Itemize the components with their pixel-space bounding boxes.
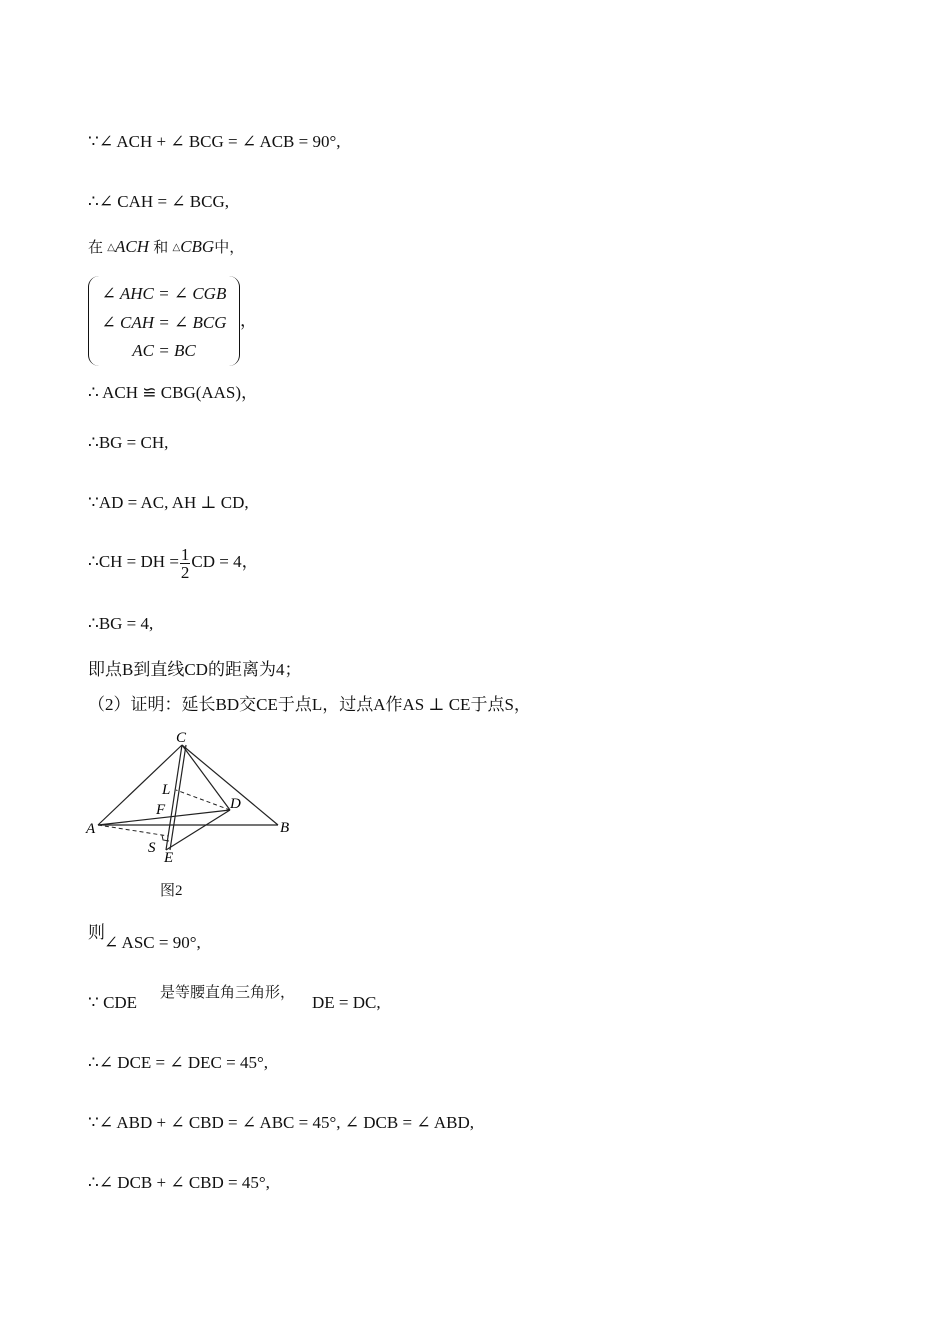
ch-dh-suffix: CD = 4，	[191, 552, 259, 571]
label-c: C	[176, 730, 187, 746]
ch-dh-prefix: ∴CH = DH =	[88, 552, 179, 571]
label-b: B	[280, 820, 290, 836]
step-in-triangles	[88, 236, 244, 259]
system-row-2: ∠ CAH = ∠ BCG	[101, 313, 227, 332]
label-d: D	[230, 796, 241, 812]
isosceles-prefix: ∵ CDE	[88, 993, 138, 1012]
geometry-figure	[80, 728, 300, 868]
step-congruent: ∴ ACH ≌ CBG(AAS)，	[88, 383, 259, 402]
label-a: A	[86, 821, 96, 837]
tri-name-ach: ACH	[114, 237, 149, 256]
triangle-icon: △	[107, 242, 115, 253]
segment-cb	[182, 745, 278, 825]
step-isosceles-right	[88, 992, 137, 1014]
step-angle-sum: ∵∠ ACH + ∠ BCG = ∠ ACB = 90°,	[88, 132, 341, 151]
fraction-denominator: 2	[180, 562, 190, 582]
label-e: E	[164, 850, 174, 866]
text-zai: 在	[88, 240, 104, 256]
equation-system	[88, 276, 240, 366]
text-zhong: 中，	[214, 240, 245, 256]
step-angle-equal: ∴∠ CAH = ∠ BCG,	[88, 192, 229, 211]
conclusion-distance: 即点B到直线CD的距离为4；	[88, 660, 302, 679]
segment-as-dashed	[98, 825, 168, 836]
triangle-icon: △	[172, 242, 181, 253]
segment-cf	[170, 745, 186, 850]
step-asc-90: ∠ ASC = 90°,	[104, 933, 201, 952]
system-row-1: ∠ AHC = ∠ CGB	[101, 284, 227, 303]
part-2-proof-intro: （2）证明：延长BD交CE于点L，过点A作AS ⊥ CE于点S，	[88, 695, 531, 714]
fraction-half	[180, 546, 191, 581]
step-ch-dh	[88, 544, 259, 581]
label-f: F	[156, 802, 166, 818]
step-bg-ch: ∴BG = CH,	[88, 433, 169, 452]
step-dce-dec: ∴∠ DCE = ∠ DEC = 45°,	[88, 1053, 269, 1072]
label-l: L	[162, 782, 171, 798]
tri-name-cbg: CBG	[180, 237, 215, 256]
step-dcb-cbd: ∴∠ DCB + ∠ CBD = 45°,	[88, 1173, 270, 1192]
step-abd-cbd: ∵∠ ABD + ∠ CBD = ∠ ABC = 45°, ∠ DCB = ∠ ABD,	[88, 1113, 475, 1132]
segment-cd	[182, 745, 230, 810]
fraction-numerator: 1	[180, 544, 190, 564]
step-bg-4: ∴BG = 4,	[88, 614, 154, 633]
system-row-3: AC = BC	[132, 341, 196, 360]
step-ad-ac: ∵AD = AC, AH ⊥ CD,	[88, 493, 249, 512]
figure-caption: 图2	[160, 883, 183, 899]
system-comma: ，	[240, 311, 257, 330]
isosceles-de-dc: DE = DC,	[312, 993, 381, 1012]
step-then-label: 则	[88, 923, 105, 942]
text-he: 和	[153, 240, 169, 256]
label-s: S	[148, 840, 156, 856]
isosceles-text: 是等腰直角三角形，	[160, 985, 296, 1001]
